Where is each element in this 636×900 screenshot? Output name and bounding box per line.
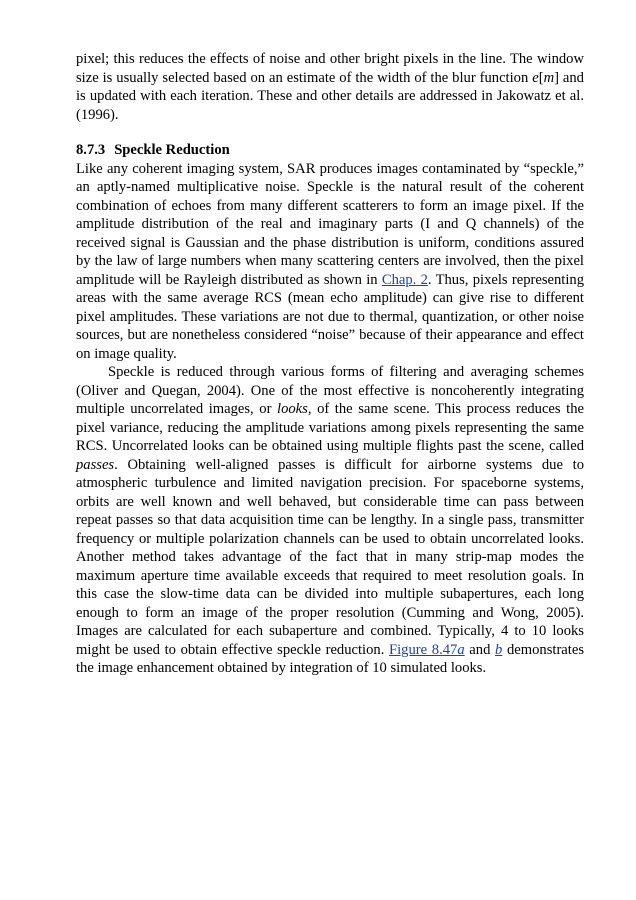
document-page — [76, 50, 584, 678]
looks-term: looks — [277, 401, 308, 417]
para1-text-a: Like any coherent imaging system, SAR produces images contaminated by “speckle,” an aptly-named multiplicative noise. Speckle is the natural result of the coherent combination of echoes from many different scatterers to form an image pixel. If the amplitude distribution of the real and imaginary parts (I and Q channels) of the received signal is Gaussian and the phase distribution is uniform, conditions assured by the law of large numbers when many scattering centers are involved, then the pixel amplitude will be Rayleigh distributed as shown in — [76, 160, 584, 288]
section-heading — [76, 141, 584, 160]
intro-paragraph — [76, 50, 584, 124]
intro-text-a: pixel; this reduces the effects of noise and other bright pixels in the line. The window size is usually selected based on an estimate of the width of the blur function — [76, 51, 584, 86]
figure-link-suffix-a: a — [457, 641, 465, 658]
chap-2-link[interactable]: Chap. 2 — [381, 271, 428, 288]
section-title: Speckle Reduction — [114, 142, 230, 158]
math-e: e — [532, 69, 539, 86]
figure-link-label: Figure 8.47 — [389, 641, 458, 658]
para2-text-c: . Obtaining well-aligned passes is difficult for airborne systems due to atmospheric turbulence and limited navigation precision. For spaceborne systems, orbits are well known and well behaved, but considerable time can pass between repeat passes so that data acquisition time can be lengthy. In a single pass, transmitter frequency or multiple polarization channels can be used to obtain uncorrelated looks. Another method takes advantage of the fact that in many strip-map modes the maximum aperture time available exceeds that required to meet resolution goals. In this case the slow-time data can be divided into multiple subapertures, each long enough to form an image of the proper resolution (Cumming and Wong, 2005). Images are calculated for each subaperture and combined. Typically, 4 to 10 looks might be used to obtain effective speckle reduction. — [76, 456, 584, 658]
para2-text-a: Speckle is reduced through various forms of filtering and averaging schemes (Oliver and Quegan, 2004). One of the most effective is noncoherently integrating multiple uncorrelated images, or — [76, 364, 584, 417]
figure-link-suffix-b: b — [495, 641, 503, 658]
passes-term: passes — [76, 456, 115, 473]
para2-text-and: and — [464, 641, 496, 658]
para1-text-b: . Thus, pixels representing areas with the same average RCS (mean echo amplitude) can give rise to different pixel amplitudes. These variations are not due to thermal, quantization, or other noise sources, but are nonetheless considered “noise” because of their appearance and effect on image quality. — [76, 271, 584, 362]
para2-text-d: demonstrates the image enhancement obtained by integration of 10 simulated looks. — [76, 641, 584, 676]
para2-text-b: , of the same scene. This process reduces the pixel variance, reducing the amplitude variations among pixels representing the same RCS. Uncorrelated looks can be obtained using multiple flights past the scene, called — [76, 401, 584, 454]
paragraph-speckle-reduction — [76, 363, 584, 678]
section-number: 8.7.3 — [76, 142, 106, 158]
paragraph-speckle-intro — [76, 160, 584, 364]
figure-8-47a-link[interactable] — [389, 642, 465, 658]
math-m: m — [543, 69, 555, 86]
intro-text-b: ] and is updated with each iteration. These and other details are addressed in Jakowatz et al. (1996). — [76, 69, 584, 123]
bracket-open: [ — [538, 69, 544, 86]
